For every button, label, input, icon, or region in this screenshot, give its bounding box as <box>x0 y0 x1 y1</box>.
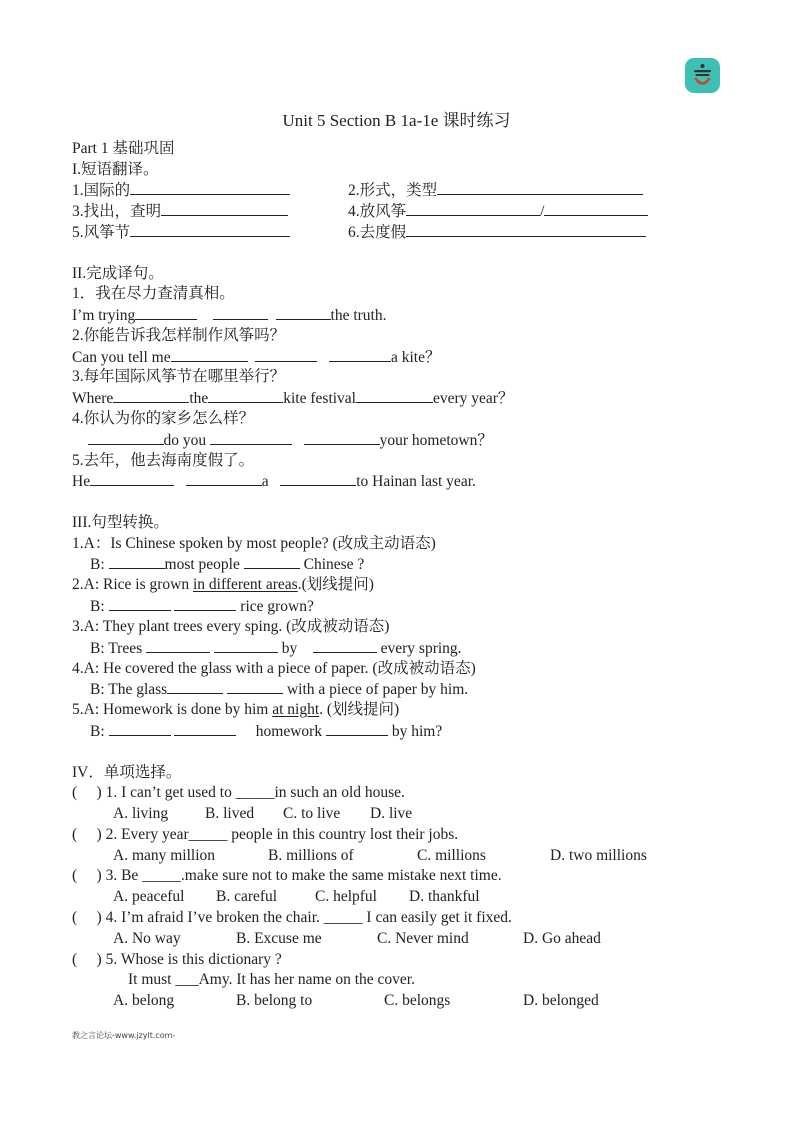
answer-blank[interactable] <box>109 721 171 736</box>
page-footer: 教之言论坛-www.jzylt.com- <box>72 1031 176 1040</box>
answer-blank[interactable] <box>171 347 248 362</box>
answer-blank[interactable] <box>280 471 356 486</box>
s3-answer-4: B: The glass with a piece of paper by him. <box>90 681 469 698</box>
answer-blank[interactable] <box>356 388 433 403</box>
mc-option-2c[interactable]: C. millions <box>417 847 486 864</box>
mc-option-1d[interactable]: D. live <box>370 805 413 822</box>
mc-option-5a[interactable]: A. belong <box>113 992 175 1009</box>
mc-option-4a[interactable]: A. No way <box>113 930 181 947</box>
section2-heading: II.完成译句。 <box>72 265 164 282</box>
s2-question-1: 1．我在尽力查清真相。 <box>72 285 235 302</box>
underlined-phrase: at night <box>272 701 320 718</box>
s3-question-1: 1.A：Is Chinese spoken by most people? (改成主动语态) <box>72 535 436 552</box>
s1-item-2: 2.形式，类型 <box>348 180 643 201</box>
answer-blank[interactable] <box>276 305 331 320</box>
s1-item-4: 4.放风筝 / <box>348 201 648 222</box>
mc-option-4c[interactable]: C. Never mind <box>377 930 469 947</box>
answer-blank[interactable] <box>109 596 171 611</box>
page-title: Unit 5 Section B 1a-1e 课时练习 <box>282 111 511 130</box>
mc-option-3b[interactable]: B. careful <box>216 888 278 905</box>
section4-heading: IV．单项选择。 <box>72 764 182 781</box>
s1-item-5: 5.风筝节 <box>72 222 290 243</box>
answer-blank[interactable] <box>174 721 236 736</box>
answer-blank[interactable] <box>227 679 283 694</box>
s2-answer-2: Can you tell me a kite？ <box>72 349 441 366</box>
s2-question-5: 5.去年，他去海南度假了。 <box>72 452 255 469</box>
answer-blank[interactable] <box>406 222 646 237</box>
s2-answer-4: do you your hometown？ <box>72 430 493 451</box>
logo-icon <box>685 58 720 93</box>
s2-answer-1: I’m trying the truth. <box>72 307 387 324</box>
mc-option-5d[interactable]: D. belonged <box>523 992 599 1009</box>
answer-blank[interactable] <box>186 471 262 486</box>
s2-answer-5: He a to Hainan last year. <box>72 473 476 490</box>
mc-option-2a[interactable]: A. many million <box>113 847 216 864</box>
s3-answer-2: B: rice grown? <box>90 598 314 615</box>
answer-blank[interactable] <box>109 554 165 569</box>
mc-option-2d[interactable]: D. two millions <box>550 847 647 864</box>
mc-question-4: ( ) 4. I’m afraid I’ve broken the chair. _____ I can easily get it fixed. <box>72 909 512 926</box>
s2-question-4: 4.你认为你的家乡怎么样？ <box>72 410 255 427</box>
answer-blank[interactable] <box>544 201 648 216</box>
answer-blank[interactable] <box>329 347 391 362</box>
s1-item-3: 3.找出，查明 <box>72 201 288 222</box>
mc-question-1: ( ) 1. I can’t get used to _____in such an old house. <box>72 784 405 801</box>
mc-option-2b[interactable]: B. millions of <box>268 847 354 864</box>
answer-blank[interactable] <box>213 305 268 320</box>
s3-answer-5: B: homework by him? <box>90 723 443 740</box>
answer-blank[interactable] <box>135 305 197 320</box>
mc-question-5: ( ) 5. Whose is this dictionary ? <box>72 951 282 968</box>
s3-answer-1: B: most people Chinese ? <box>90 556 365 573</box>
mc-option-5c[interactable]: C. belongs <box>384 992 451 1009</box>
answer-blank[interactable] <box>214 638 278 653</box>
s1-item-6: 6.去度假 <box>348 222 646 243</box>
s2-answer-3: Where the kite festival every year？ <box>72 390 514 407</box>
s2-question-2: 2.你能告诉我怎样制作风筝吗？ <box>72 327 286 344</box>
s2-question-3: 3.每年国际风筝节在哪里举行？ <box>72 368 286 385</box>
underlined-phrase: in different areas <box>192 576 298 593</box>
part-heading: Part 1 基础巩固 <box>72 140 175 157</box>
mc-option-3d[interactable]: D. thankful <box>409 888 480 905</box>
answer-blank[interactable] <box>174 596 236 611</box>
mc-option-1c[interactable]: C. to live <box>283 805 341 822</box>
answer-blank[interactable] <box>90 471 174 486</box>
s3-question-3: 3.A: They plant trees every sping. (改成被动语态) <box>72 618 390 635</box>
answer-blank[interactable] <box>130 180 290 195</box>
answer-blank[interactable] <box>88 430 164 445</box>
mc-option-4d[interactable]: D. Go ahead <box>523 930 601 947</box>
answer-blank[interactable] <box>130 222 290 237</box>
mc-question-2: ( ) 2. Every year_____ people in this country lost their jobs. <box>72 826 459 843</box>
mc-option-1b[interactable]: B. lived <box>205 805 255 822</box>
s3-question-2: 2.A: Rice is grown in different areas.(划线提问) <box>72 576 374 593</box>
answer-blank[interactable] <box>161 201 288 216</box>
s3-answer-3: B: Trees by every spring. <box>90 640 462 657</box>
s3-question-5: 5.A: Homework is done by him at night. (划线提问) <box>72 701 400 718</box>
site-logo <box>685 58 720 93</box>
answer-blank[interactable] <box>255 347 317 362</box>
mc-option-4b[interactable]: B. Excuse me <box>236 930 322 947</box>
answer-blank[interactable] <box>167 679 223 694</box>
mc-question-3: ( ) 3. Be _____.make sure not to make the same mistake next time. <box>72 867 502 884</box>
answer-blank[interactable] <box>210 430 292 445</box>
mc-option-3c[interactable]: C. helpful <box>315 888 377 905</box>
answer-blank[interactable] <box>406 201 540 216</box>
answer-blank[interactable] <box>113 388 189 403</box>
answer-blank[interactable] <box>208 388 283 403</box>
answer-blank[interactable] <box>313 638 377 653</box>
s3-question-4: 4.A: He covered the glass with a piece of paper. (改成被动语态) <box>72 660 476 677</box>
mc-option-1a[interactable]: A. living <box>113 805 169 822</box>
mc-option-3a[interactable]: A. peaceful <box>113 888 185 905</box>
s1-item-1: 1.国际的 <box>72 180 290 201</box>
answer-blank[interactable] <box>244 554 300 569</box>
section3-heading: III.句型转换。 <box>72 514 169 531</box>
section1-heading: I.短语翻译。 <box>72 161 159 178</box>
answer-blank[interactable] <box>146 638 210 653</box>
answer-blank[interactable] <box>437 180 643 195</box>
mc-question-5-line2: It must ___Amy. It has her name on the cover. <box>128 971 415 988</box>
answer-blank[interactable] <box>326 721 388 736</box>
answer-blank[interactable] <box>304 430 380 445</box>
mc-option-5b[interactable]: B. belong to <box>236 992 313 1009</box>
